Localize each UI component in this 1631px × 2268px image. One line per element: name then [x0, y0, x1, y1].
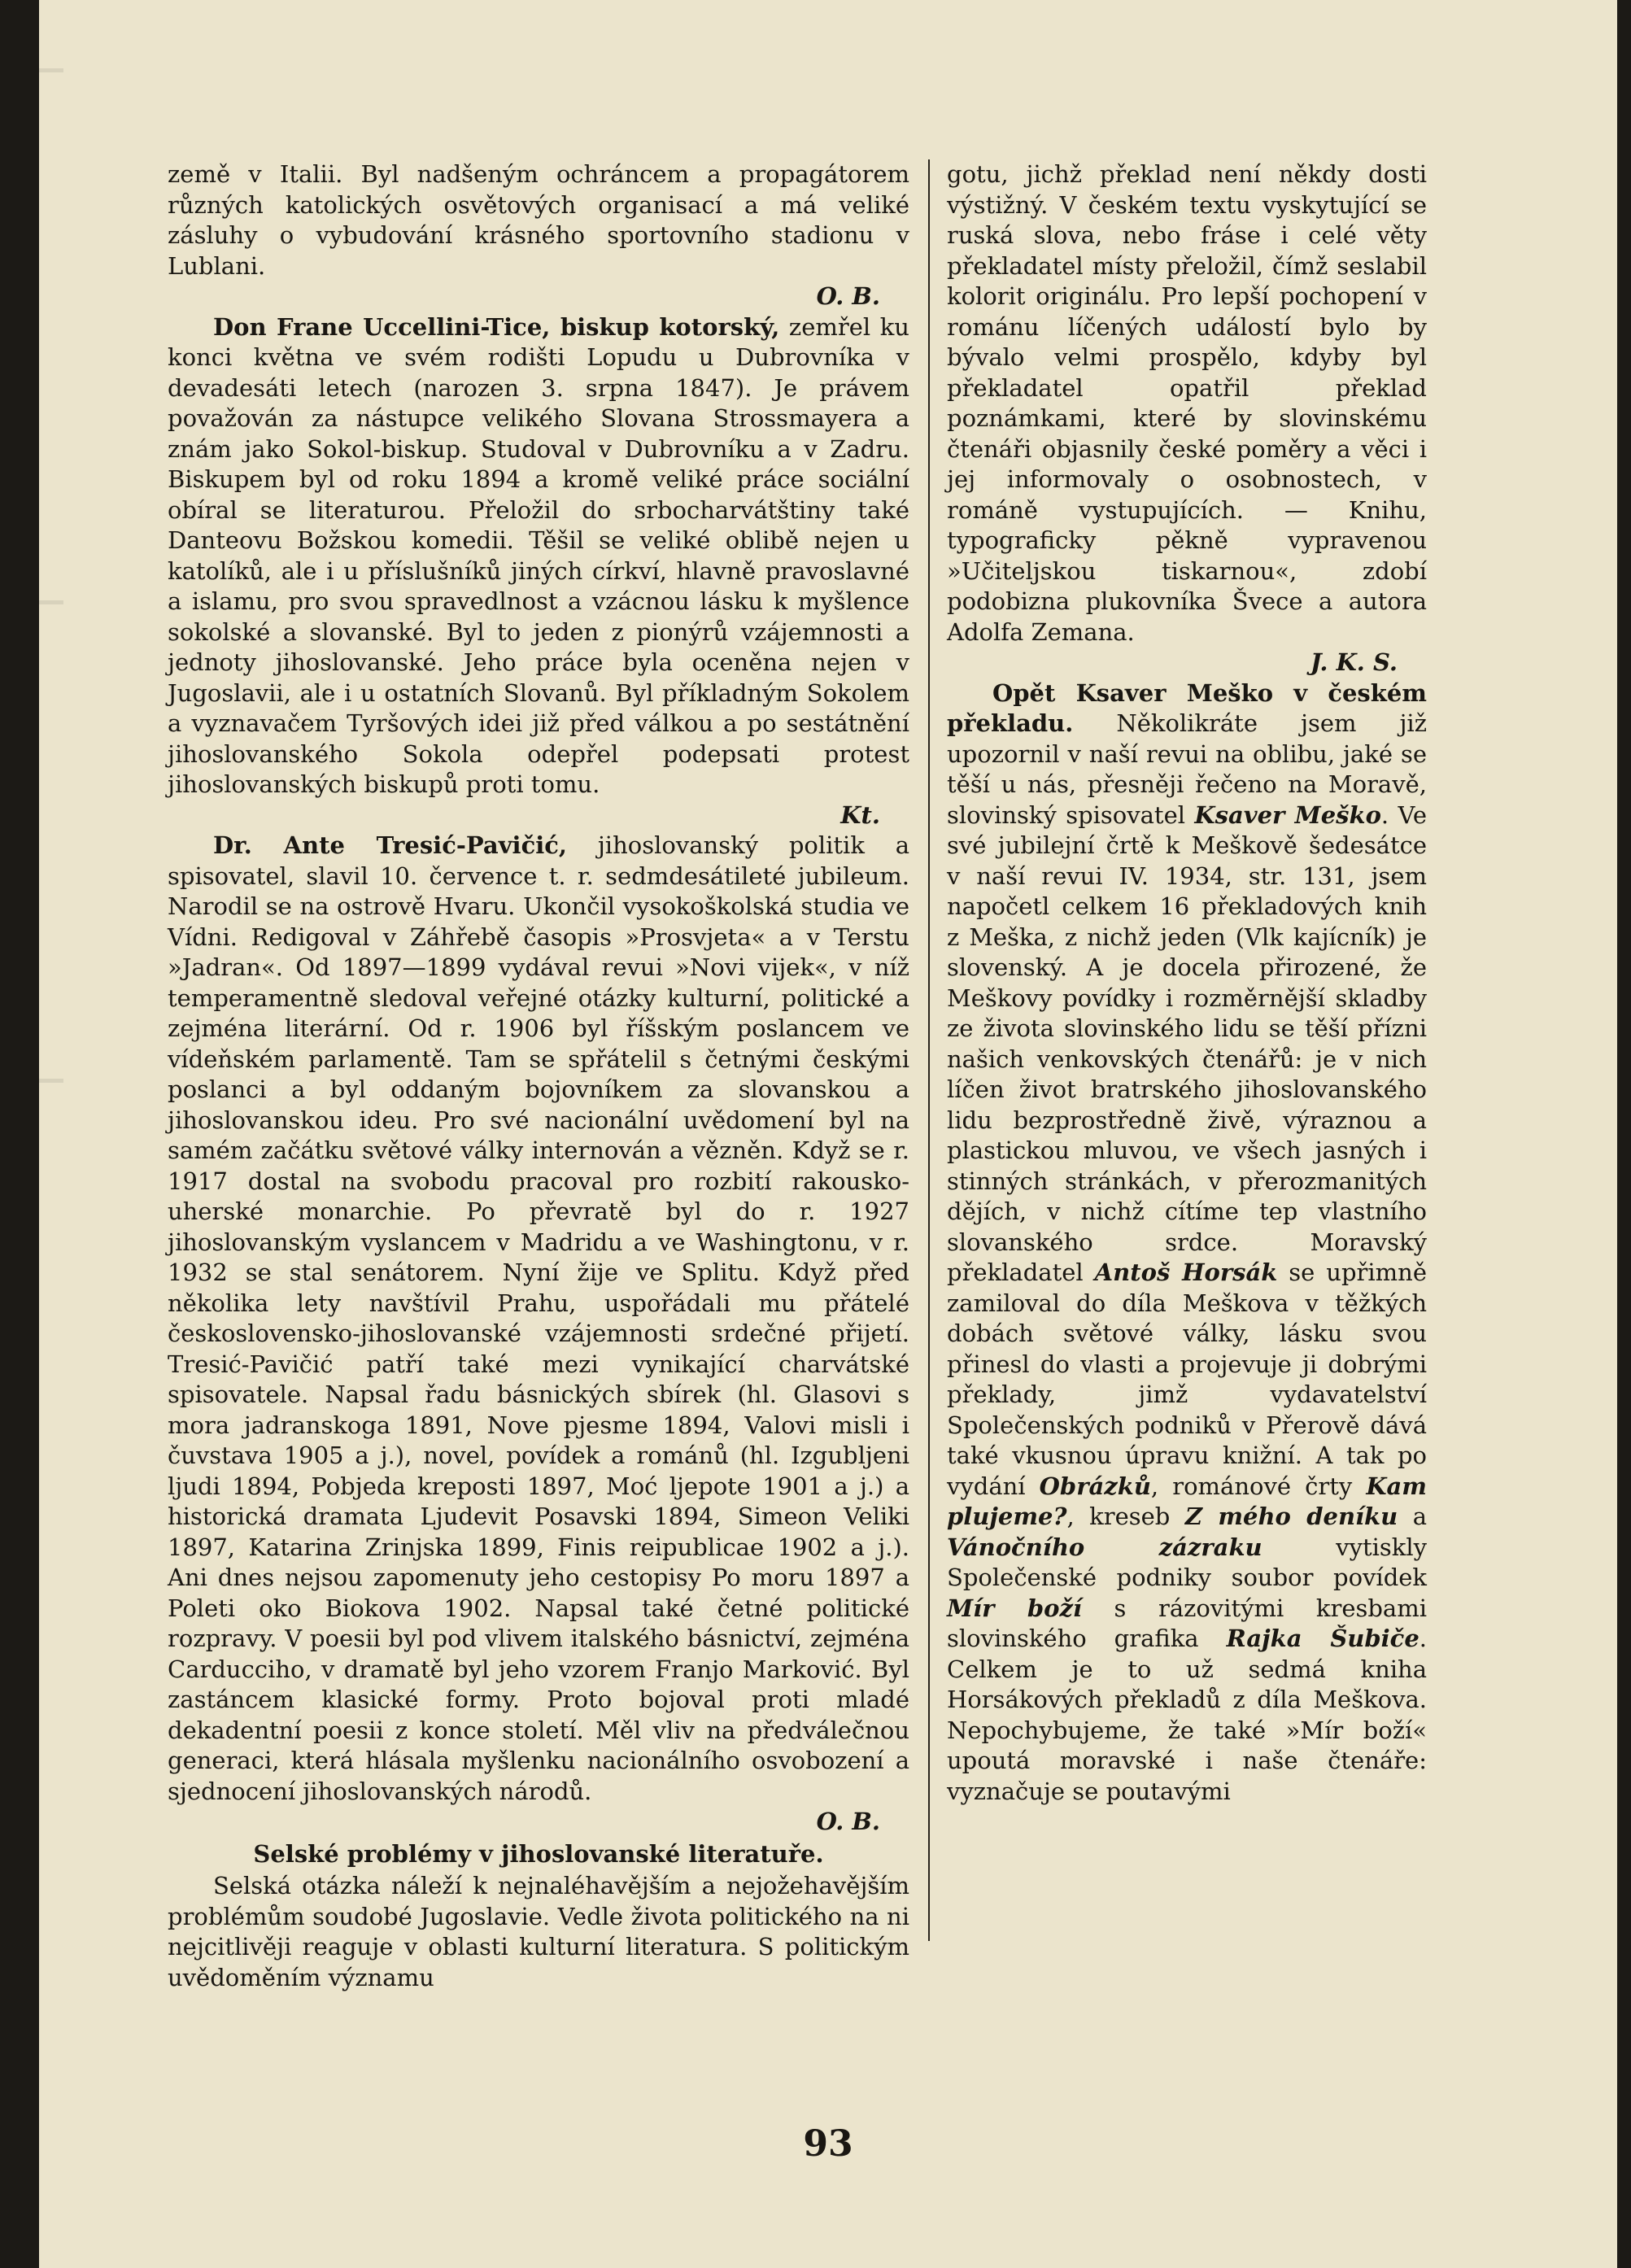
signature: O. B.: [816, 1808, 880, 1835]
paragraph-text: . Celkem je to už sedmá kniha Horsákových překladů z díla Meškova. Nepochybujeme, že také »Mír boží« upoutá moravské i naše čtenáře: vyznačuje se poutavými: [947, 1625, 1427, 1805]
signature: J. K. S.: [1310, 648, 1398, 676]
article-mesko: [947, 678, 1427, 1808]
paragraph-text: Několikráte jsem již upozornil v naší revui na oblibu, jaké se těší u nás, přesněji řečeno na Moravě, slovinský spisovatel: [947, 709, 1427, 829]
translator-name: Antoš Horsák: [1094, 1258, 1278, 1286]
left-column: [168, 159, 909, 1993]
page-number: 93: [803, 2123, 853, 2165]
column-divider: [928, 159, 930, 1941]
article-tresic-pavicic: [168, 831, 909, 1807]
paragraph-text: gotu, jichž překlad není někdy dosti výstižný. V českém textu vyskytující se ruská slova, nebo fráse i celé věty překladatel místy přeložil, čímž seslabil kolorit originálu. Pro lepší pochopení v románu líčených událostí bylo by bývalo velmi prospělo, kdyby byl překladatel opatřil překlad poznámkami, které by slovinskému čtenáři objasnily české poměry a věci i jej informovaly o osobnostech, v románě vystupujících. — Knihu, typograficky pěkně vypravenou »Učiteljskou tiskarnou«, zdobí podobizna plukovníka Švece a autora Adolfa Zemana.: [947, 160, 1427, 646]
book-title: Obrázků: [1039, 1472, 1151, 1500]
paragraph-text: země v Italii. Byl nadšeným ochráncem a propagátorem různých katolických osvětových organisací a má veliké zásluhy o vybudování krásného sportovního stadionu v Lublani.: [168, 160, 909, 280]
edge-mark: [39, 1079, 63, 1083]
edge-mark: [39, 68, 63, 72]
article-selske-problemy: [168, 1871, 909, 1993]
author-name: Ksaver Meško: [1194, 800, 1381, 829]
article-title: Don Frane Uccellini-Tice, biskup kotorský,: [213, 312, 780, 341]
paragraph-text: a: [1398, 1503, 1427, 1530]
article-title: Dr. Ante Tresić-Pavičić,: [213, 831, 568, 859]
book-title: Vánočního zázraku: [947, 1533, 1262, 1561]
article-continuation: [168, 159, 909, 281]
signature: O. B.: [816, 282, 880, 310]
right-column: [947, 159, 1427, 1807]
paragraph-text: s rázovitými kresbami slovinského grafika: [947, 1594, 1427, 1652]
book-title: Z mého deníku: [1184, 1503, 1398, 1530]
book-title: Kam plujeme?: [947, 1472, 1427, 1530]
article-title: Opět Ksaver Meško v českém překladu.: [947, 678, 1427, 737]
section-heading: Selské problémy v jihoslovanské literatuře.: [253, 1839, 824, 1868]
illustrator-name: Rajka Šubiče: [1226, 1625, 1419, 1652]
paragraph-text: , románové črty: [1150, 1472, 1367, 1500]
signature: Kt.: [840, 800, 880, 829]
paragraph-text: . Ve své jubilejní črtě k Meškově šedesátce v naší revui IV. 1934, str. 131, jsem napočetl celkem 16 překladových knih z Meška, z nichž jeden (Vlk kajícník) je slovenský. A je docela přirozené, že Meškovy povídky i rozměrnější skladby ze života slovinského lidu se těší přízni našich venkovských čtenářů: je v nich líčen život bratrského jihoslovanského lidu bezprostředně živě, výraznou a plastickou mluvou, ve všech jasných i stinných stránkách, v přerozmanitých dějích, v nichž cítíme tep vlastního slovanského srdce. Moravský překladatel: [947, 800, 1427, 1286]
paragraph-text: jihoslovanský politik a spisovatel, slavil 10. července t. r. sedmdesátileté jubileum. Narodil se na ostrově Hvaru. Ukončil vysokoškolská studia ve Vídni. Redigoval v Záhřebě časopis »Prosvjeta« a v Terstu »Jadran«. Od 1897—1899 vydával revui »Novi vijek«, v níž temperamentně sledoval veřejné otázky kulturní, politické a zejména literární. Od r. 1906 byl říšským poslancem ve vídeňském parlamentě. Tam se spřátelil s četnými českými poslanci a byl oddaným bojovníkem za slovanskou a jihoslovanskou ideu. Pro své nacionální uvědomení byl na samém začátku světové války internován a vězněn. Když se r. 1917 dostal na svobodu pracoval pro rozbití rakousko-uherské monarchie. Po převratě byl do r. 1927 jihoslovanským vyslancem v Madridu a ve Washingtonu, v r. 1932 se stal senátorem. Nyní žije ve Splitu. Když před několika lety navštívil Prahu, uspořádali mu přátelé československo-jihoslovanské vzájemnosti srdečné přijetí. Tresić-Pavičić patří také mezi vynikající charvátské spisovatele. Napsal řadu básnických sbírek (hl. Glasovi s mora jadranskoga 1891, Nove pjesme 1894, Valovi misli i čuvstava 1905 a j.), novel, povídek a románů (hl. Izgubljeni ljudi 1894, Pobjeda kreposti 1897, Moć ljepote 1901 a j.) a historická dramata Ljudevit Posavski 1894, Simeon Veliki 1897, Katarina Zrinjska 1899, Finis reipublicae 1902 a j.). Ani dnes nejsou zapomenuty jeho cestopisy Po moru 1897 a Poleti oko Biokova 1902. Napsal také četné politické rozpravy. V poesii byl pod vlivem italského básnictví, zejména Carducciho, v dramatě byl jeho vzorem Franjo Marković. Byl zastáncem klasické formy. Proto bojoval proti mladé dekadentní poesii z konce století. Měl vliv na předválečnou generaci, která hlásala myšlenku nacionálního osvobození a sjednocení jihoslovanských národů.: [168, 831, 909, 1805]
paragraph-text: vytiskly Společenské podniky soubor povídek: [947, 1533, 1427, 1591]
paragraph-text: zemřel ku konci května ve svém rodišti Lopudu u Dubrovníka v devadesáti letech (narozen 3. srpna 1847). Je právem považován za nástupce velikého Slovana Strossmayera a znám jako Sokol-biskup. Studoval v Dubrovníku a v Zadru. Biskupem byl od roku 1894 a kromě veliké práce sociální obíral se literaturou. Přeložil do srbocharvátštiny také Danteovu Božskou komedii. Těšil se veliké oblibě nejen u katolíků, ale i u příslušníků jiných církví, hlavně pravoslavné a islamu, pro svou spravedlnost a vzácnou lásku k myšlence sokolské a slovanské. Byl to jeden z pionýrů vzájemnosti a jednoty jihoslovanské. Jeho práce byla oceněna nejen v Jugoslavii, ale i u ostatních Slovanů. Byl příkladným Sokolem a vyznavačem Tyršových idei již před válkou a po sestátnění jihoslovanského Sokola odepřel podepsati protest jihoslovanských biskupů proti tomu.: [168, 312, 909, 798]
article-continuation: [947, 159, 1427, 648]
book-title: Mír boží: [947, 1594, 1082, 1622]
paragraph-text: , kreseb: [1066, 1503, 1185, 1530]
paragraph-text: se upřimně zamiloval do díla Meškova v těžkých dobách světové války, lásku svou přinesl do vlasti a projevuje ji dobrými překlady, jimž vydavatelství Společenských podniků v Přerově dává také vkusnou úpravu knižní. A tak po vydání: [947, 1258, 1428, 1500]
edge-mark: [39, 600, 63, 604]
journal-page: [39, 0, 1617, 2268]
paragraph-text: Selská otázka náleží k nejnaléhavějším a nejožehavějším problémům soudobé Jugoslavie. Vedle života politického na ni nejcitlivěji reaguje v oblasti kulturní literatura. S politickým uvědoměním významu: [168, 1872, 909, 1991]
article-uccellini: [168, 312, 909, 800]
